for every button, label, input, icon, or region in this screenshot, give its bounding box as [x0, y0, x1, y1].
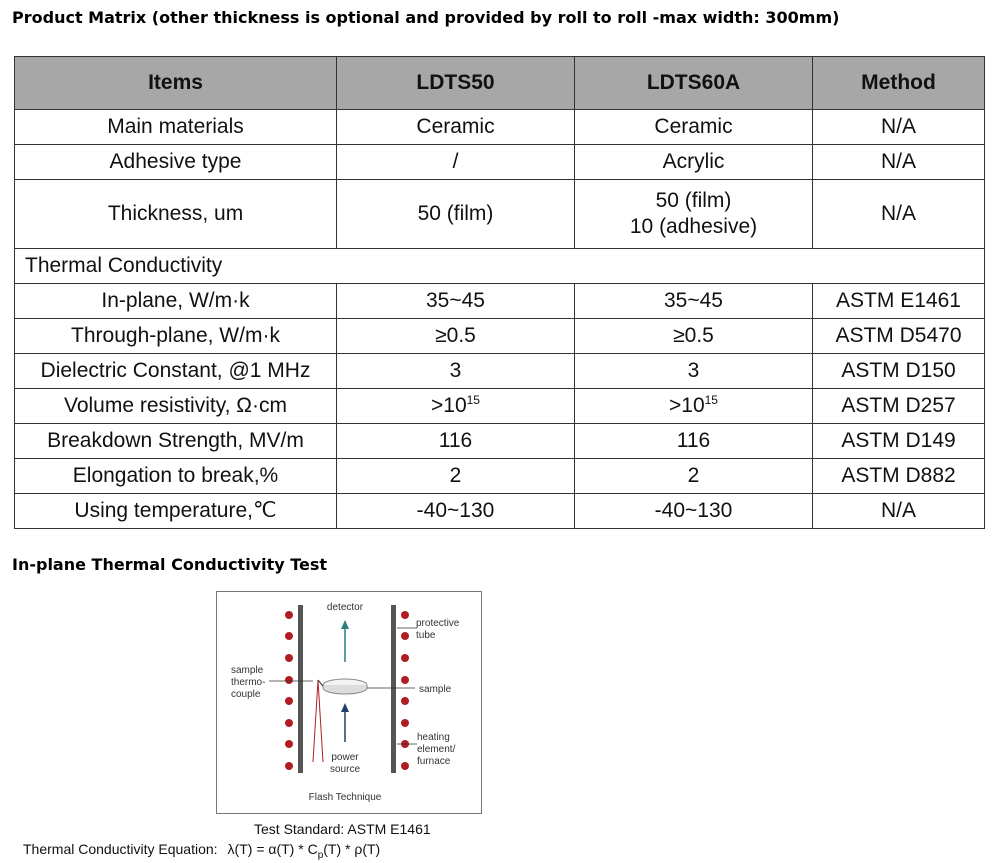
equation-part-a: λ(T) = α(T) * C [227, 841, 318, 857]
label-couple: couple [231, 689, 261, 700]
row-item: Elongation to break,% [15, 459, 337, 494]
row-item: Thickness, um [15, 180, 337, 249]
table-row [15, 110, 985, 145]
label-element: element/ [417, 744, 456, 755]
cell-ldts50: 116 [337, 424, 575, 459]
flash-technique-diagram [216, 591, 482, 814]
up-arrow-icon [341, 620, 349, 629]
header-ldts60a: LDTS60A [575, 57, 813, 110]
diagram-svg [217, 592, 481, 813]
cell-ldts60a: Ceramic [575, 110, 813, 145]
cell-ldts50 [337, 389, 575, 424]
table-row [15, 319, 985, 354]
row-item: Volume resistivity, Ω·cm [15, 389, 337, 424]
cell-ldts60a: Acrylic [575, 145, 813, 180]
section-row [15, 249, 985, 284]
section-title: Thermal Conductivity [15, 249, 985, 284]
cell-ldts50: ≥0.5 [337, 319, 575, 354]
cell-method: ASTM D149 [813, 424, 985, 459]
cell-ldts60a: -40~130 [575, 494, 813, 529]
header-method: Method [813, 57, 985, 110]
label-heating: heating [417, 732, 450, 743]
cell-ldts50: 50 (film) [337, 180, 575, 249]
tube-wall-right [391, 605, 396, 773]
table-row [15, 354, 985, 389]
test-standard: Test Standard: ASTM E1461 [254, 821, 431, 837]
row-item: Breakdown Strength, MV/m [15, 424, 337, 459]
cell-ldts50: 2 [337, 459, 575, 494]
row-item: Through-plane, W/m·k [15, 319, 337, 354]
product-matrix-table [14, 56, 985, 529]
cell-ldts60a: 3 [575, 354, 813, 389]
label-sample: sample [419, 684, 452, 695]
table-header-row [15, 57, 985, 110]
label-tube: tube [416, 630, 436, 641]
cell-ldts50: -40~130 [337, 494, 575, 529]
table-row [15, 389, 985, 424]
volume-base: >10 [669, 393, 705, 417]
table-row [15, 284, 985, 319]
table-row [15, 145, 985, 180]
label-power: power [331, 752, 359, 763]
equation-part-b: (T) * ρ(T) [323, 841, 381, 857]
table-row [15, 180, 985, 249]
product-matrix-heading: Product Matrix (other thickness is optional and provided by roll to roll -max width: 300mm) [12, 8, 840, 27]
diagram-caption: Flash Technique [308, 792, 382, 803]
row-item: Dielectric Constant, @1 MHz [15, 354, 337, 389]
heating-dots-left [285, 611, 293, 770]
volume-exponent: 15 [704, 392, 718, 407]
cell-ldts60a: 35~45 [575, 284, 813, 319]
cell-method: N/A [813, 145, 985, 180]
cell-ldts60a: 2 [575, 459, 813, 494]
cell-method: N/A [813, 110, 985, 145]
cell-ldts60a [575, 389, 813, 424]
header-ldts50: LDTS50 [337, 57, 575, 110]
thickness-film: 50 (film) [655, 188, 732, 212]
thickness-adhesive: 10 (adhesive) [629, 215, 758, 238]
cell-method: N/A [813, 494, 985, 529]
sample-disc-edge [323, 685, 367, 694]
table-row [15, 494, 985, 529]
table-row [15, 424, 985, 459]
header-items: Items [15, 57, 337, 110]
table-row [15, 459, 985, 494]
cell-ldts60a: 116 [575, 424, 813, 459]
equation-label: Thermal Conductivity Equation: [23, 841, 218, 857]
cell-ldts60a: ≥0.5 [575, 319, 813, 354]
cell-ldts50: Ceramic [337, 110, 575, 145]
equation-subscript: p [317, 849, 324, 861]
label-sample-thermo: sample [231, 665, 264, 676]
cell-ldts50: 35~45 [337, 284, 575, 319]
thermocouple [313, 680, 323, 762]
label-thermo: thermo- [231, 677, 266, 688]
row-item: In-plane, W/m·k [15, 284, 337, 319]
volume-base: >10 [431, 393, 467, 417]
cell-method: N/A [813, 180, 985, 249]
label-protective: protective [416, 618, 460, 629]
cell-method: ASTM D150 [813, 354, 985, 389]
row-item: Using temperature,℃ [15, 494, 337, 529]
cell-method: ASTM E1461 [813, 284, 985, 319]
up-arrow-icon [341, 703, 349, 712]
row-item: Main materials [15, 110, 337, 145]
label-detector: detector [326, 602, 364, 613]
equation-formula [227, 841, 381, 861]
label-source: source [329, 764, 361, 775]
cell-method: ASTM D882 [813, 459, 985, 494]
volume-exponent: 15 [466, 392, 480, 407]
cell-ldts50: / [337, 145, 575, 180]
cell-ldts50: 3 [337, 354, 575, 389]
heating-dots-right [401, 611, 409, 770]
label-furnace: furnace [417, 756, 451, 767]
cell-method: ASTM D5470 [813, 319, 985, 354]
cell-method: ASTM D257 [813, 389, 985, 424]
cell-ldts60a [575, 180, 813, 249]
tube-wall-left [298, 605, 303, 773]
test-heading: In-plane Thermal Conductivity Test [12, 555, 328, 574]
row-item: Adhesive type [15, 145, 337, 180]
equation-line [23, 841, 380, 861]
